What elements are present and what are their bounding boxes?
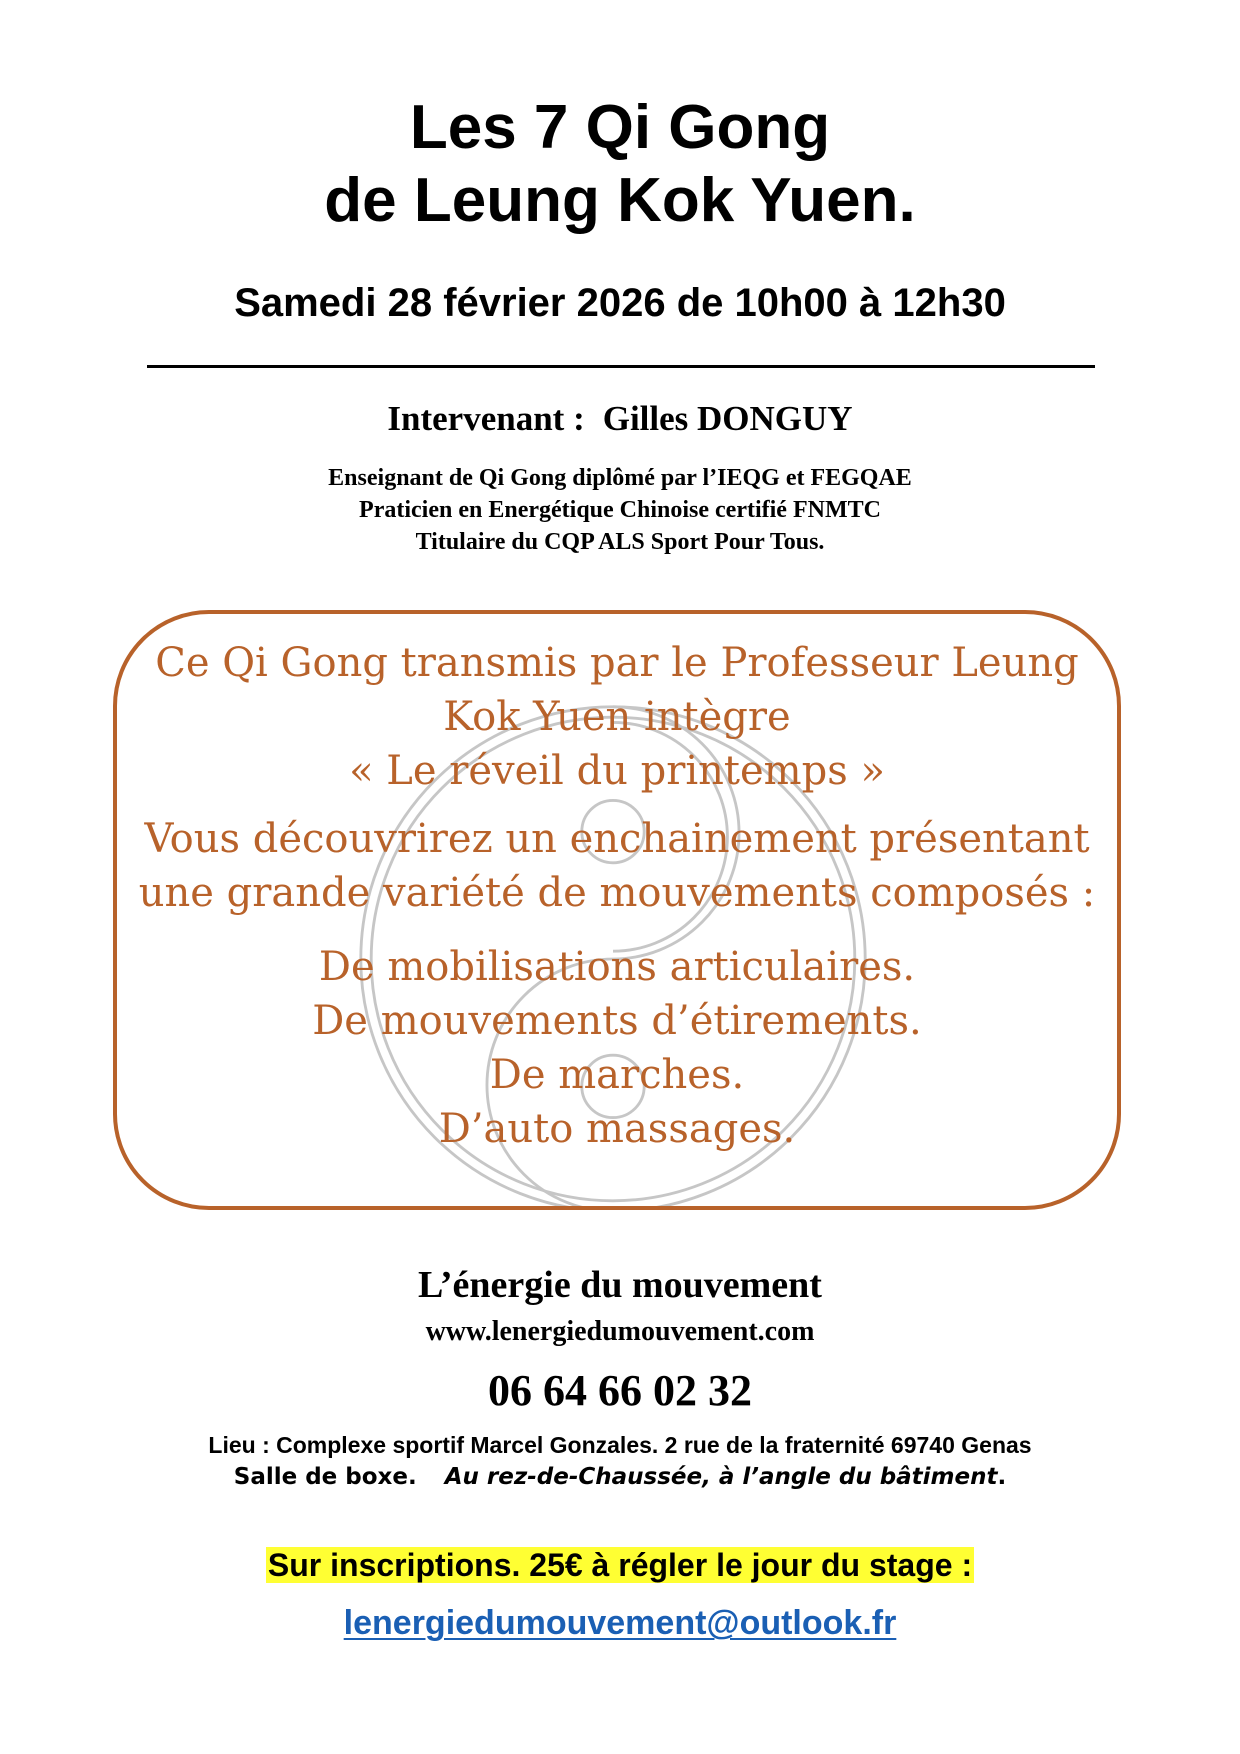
discover-line: Vous découvrirez un enchainement présentant xyxy=(144,816,1090,862)
room-detail-end: . xyxy=(997,1464,1007,1490)
speaker xyxy=(0,398,1240,440)
location: Lieu : Complexe sportif Marcel Gonzales. 2 rue de la fraternité 69740 Genas xyxy=(208,1432,1032,1458)
phone-number: 06 64 66 02 32 xyxy=(488,1366,752,1415)
title-line-1: Les 7 Qi Gong xyxy=(409,93,831,162)
intro-line: Kok Yuen intègre xyxy=(443,694,791,740)
credential-line: Praticien en Energétique Chinoise certifié FNMTC xyxy=(359,497,881,523)
registration-text: Sur inscriptions. 25€ à régler le jour du stage : xyxy=(267,1547,973,1583)
credential-line: Titulaire du CQP ALS Sport Pour Tous. xyxy=(415,529,825,555)
movement-item: De marches. xyxy=(489,1052,745,1098)
event-date: Samedi 28 février 2026 de 10h00 à 12h30 xyxy=(234,281,1006,325)
movement-item: De mouvements d’étirements. xyxy=(312,998,922,1044)
email xyxy=(0,1602,1240,1644)
organization-name: L’énergie du mouvement xyxy=(418,1264,822,1306)
intro-line: « Le réveil du printemps » xyxy=(349,748,885,794)
movement-item: D’auto massages. xyxy=(438,1106,796,1152)
room-info xyxy=(0,1462,1240,1492)
speaker-label: Intervenant : xyxy=(387,399,585,438)
movement-item: De mobilisations articulaires. xyxy=(318,944,916,990)
email-link[interactable]: lenergiedumouvement@outlook.fr xyxy=(343,1604,897,1642)
divider xyxy=(147,365,1095,368)
speaker-name: Gilles DONGUY xyxy=(602,399,853,438)
intro-line: Ce Qi Gong transmis par le Professeur Leung xyxy=(155,640,1079,686)
credential-line: Enseignant de Qi Gong diplômé par l’IEQG et FEGQAE xyxy=(328,465,912,491)
title-line-2: de Leung Kok Yuen. xyxy=(324,166,916,235)
discover-line: une grande variété de mouvements composés : xyxy=(138,870,1096,916)
description-box xyxy=(113,610,1121,1210)
registration xyxy=(0,1545,1240,1585)
room-name: Salle de boxe. xyxy=(233,1464,417,1490)
website: www.lenergiedumouvement.com xyxy=(425,1316,815,1347)
room-detail: Au rez-de-Chaussée, à l’angle du bâtiment xyxy=(444,1464,998,1490)
